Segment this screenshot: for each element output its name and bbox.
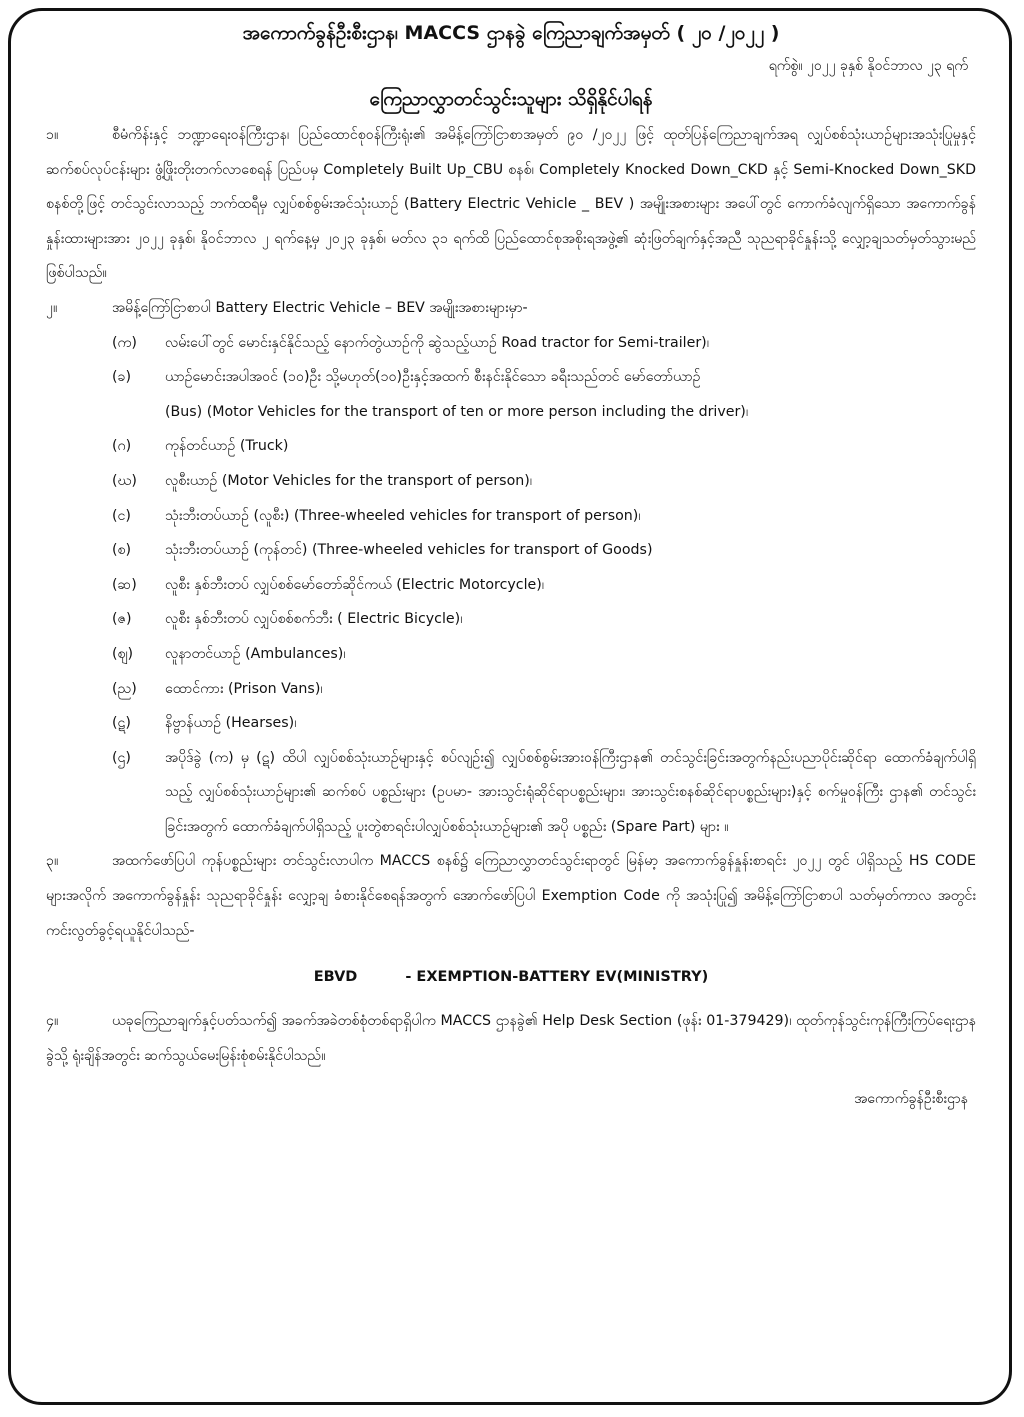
vehicle-type-item <box>112 499 976 534</box>
item-text: သုံးဘီးတပ်ယာဉ် (လူစီး) (Three-wheeled vehicles for transport of person)၊ <box>165 507 641 524</box>
paragraph-number: ၂။ <box>46 299 58 316</box>
item-text-wrap <box>165 533 976 568</box>
paragraph-text: အမိန့်ကြော်ငြာစာပါ Battery Electric Vehicle – BEV အမျိုးအစားများမှာ- <box>112 299 528 316</box>
vehicle-type-item <box>112 741 976 845</box>
paragraph-number: ၃။ <box>46 853 59 870</box>
vehicle-type-item <box>112 360 976 429</box>
item-text-wrap <box>165 741 976 845</box>
vehicle-type-item <box>112 706 976 741</box>
item-marker: (က) <box>112 334 137 351</box>
paragraph-text: ယခုကြေညာချက်နှင့်ပတ်သက်၍ အခက်အခဲတစ်စုံတစ်ရာရှိပါက MACCS ဌာနခွဲ၏ Help Desk Section (ဖုန်း 01-379429)၊ ထုတ်ကုန်သွင်းကုန်ကြီးကြပ်ရေးဌာနခွဲသို့ ရုံးချိန်အတွင်း ဆက်သွယ်မေးမြန်းစုံစမ်းနိုင်ပါသည်။ <box>46 1013 976 1064</box>
vehicle-type-item <box>112 326 976 361</box>
item-text-wrap <box>165 706 976 741</box>
item-text: အပိုဒ်ခွဲ (က) မှ (ဋ) ထိပါ လျှပ်စစ်သုံးယာဉ်များနှင့် စပ်လျဉ်း၍ လျှပ်စစ်စွမ်းအားဝန်ကြီးဌာန၏ တင်သွင်းခြင်းအတွက်နည်းပညာပိုင်းဆိုင်ရာ ထောက်ခံချက်ပါရှိသည့် လျှပ်စစ်သုံးယာဉ်များ၏ ဆက်စပ် ပစ္စည်းများ (ဥပမာ- အားသွင်းရုံဆိုင်ရာပစ္စည်းများ၊ အားသွင်းစနစ်ဆိုင်ရာပစ္စည်းများ)နှင့် စက်မှုဝန်ကြီး ဌာန၏ တင်သွင်းခြင်းအတွက် ထောက်ခံချက်ပါရှိသည့် ပူးတွဲစာရင်းပါလျှပ်စစ်သုံးယာဉ်များ၏ အပို ပစ္စည်း (Spare Part) များ ။ <box>165 749 976 835</box>
item-text-wrap <box>165 429 976 464</box>
vehicle-type-item <box>112 464 976 499</box>
item-marker: (ဈ) <box>112 645 134 662</box>
item-marker: (ဃ) <box>112 472 137 489</box>
item-text-wrap <box>165 499 976 534</box>
item-text-wrap <box>165 637 976 672</box>
item-text: ကုန်တင်ယာဉ် (Truck) <box>165 438 289 455</box>
item-text-wrap <box>165 464 976 499</box>
item-marker: (ဋ) <box>112 715 131 732</box>
paragraph-number: ၄။ <box>46 1013 59 1030</box>
vehicle-type-item <box>112 568 976 603</box>
item-text: ထောင်ကား (Prison Vans)၊ <box>165 680 323 697</box>
item-text-wrap <box>165 326 976 361</box>
item-text-continuation: (Bus) (Motor Vehicles for the transport of ten or more person including the driver)၊ <box>165 403 749 420</box>
item-marker: (ခ) <box>112 369 132 386</box>
item-marker: (စ) <box>112 542 132 559</box>
notice-date: ရက်စွဲ။ ၂၀၂၂ ခုနှစ် နိုဝင်ဘာလ ၂၃ ရက် <box>768 58 968 74</box>
document-content <box>46 14 976 1119</box>
paragraph-4 <box>46 1004 976 1073</box>
item-text: လူနာတင်ယာဉ် (Ambulances)၊ <box>165 645 346 662</box>
item-marker: (င) <box>112 507 131 524</box>
item-text: ယာဉ်မောင်းအပါအဝင် (၁၀)ဦး သို့မဟုတ်(၁၀)ဦးနှင့်အထက် စီးနင်းနိုင်သော ခရီးသည်တင် မော်တော်ယာဉ် <box>165 369 701 386</box>
item-marker: (ဆ) <box>112 576 137 593</box>
item-text: လူစီး နှစ်ဘီးတပ် လျှပ်စစ်စက်ဘီး ( Electric Bicycle)၊ <box>165 611 463 628</box>
paragraph-text: စီမံကိန်းနှင့် ဘဏ္ဍာရေးဝန်ကြီးဌာန၊ ပြည်ထောင်စုဝန်ကြီးရုံး၏ အမိန့်ကြော်ငြာစာအမှတ် ၉၀ /၂၀၂၂ ဖြင့် ထုတ်ပြန်ကြေညာချက်အရ လျှပ်စစ်သုံးယာဉ်များအသုံးပြုမှုနှင့် ဆက်စပ်လုပ်ငန်းများ ဖွံ့ဖြိုးတိုးတက်လာစေရန် ပြည်ပမှ Completely Built Up_CBU စနစ်၊ Completely Knocked Down_CKD နှင့် Semi-Knocked Down_SKD စနစ်တို့ဖြင့် တင်သွင်းလာသည့် ဘက်ထရီမှ လျှပ်စစ်စွမ်းအင်သုံးယာဉ် (Battery Electric Vehicle _ BEV ) အမျိုးအစားများ အပေါ်တွင် ကောက်ခံလျက်ရှိသော အကောက်ခွန်နှုန်းထားများအား ၂၀၂၂ ခုနှစ်၊ နိုဝင်ဘာလ ၂ ရက်နေ့မှ ၂၀၂၃ ခုနှစ်၊ မတ်လ ၃၁ ရက်ထိ ပြည်ထောင်စုအစိုးရအဖွဲ့၏ ဆုံးဖြတ်ချက်နှင့်အညီ သုညရာခိုင်နှုန်းသို့ လျှော့ချသတ်မှတ်သွားမည် ဖြစ်ပါသည်။ <box>46 127 976 282</box>
paragraph-text: အထက်ဖော်ပြပါ ကုန်ပစ္စည်းများ တင်သွင်းလာပါက MACCS စနစ်၌ ကြေညာလွှာတင်သွင်းရာတွင် မြန်မာ့ အကောက်ခွန်နှုန်းစာရင်း ၂၀၂၂ တွင် ပါရှိသည့် HS CODE များအလိုက် အကောက်ခွန်နှုန်း သုညရာခိုင်နှုန်း လျှော့ချ ခံစားနိုင်စေရန်အတွက် အောက်ဖော်ပြပါ Exemption Code ကို အသုံးပြု၍ အမိန့်ကြော်ငြာစာပါ သတ်မှတ်ကာလ အတွင်း ကင်းလွတ်ခွင့်ရယူနိုင်ပါသည်- <box>46 853 976 939</box>
vehicle-type-item <box>112 637 976 672</box>
paragraph-2-lead <box>46 291 976 326</box>
notice-title: အကောက်ခွန်ဦးစီးဌာန၊ MACCS ဌာနခွဲ ကြေညာချက်အမှတ် ( ၂၀ /၂၀၂၂ ) <box>242 22 780 44</box>
vehicle-type-item <box>112 429 976 464</box>
paragraph-number: ၁။ <box>46 127 59 143</box>
paragraph-3 <box>46 844 976 948</box>
paragraph-1 <box>46 118 976 291</box>
notice-subtitle: ကြေညာလွှာတင်သွင်းသူများ သိရှိနိုင်ပါရန် <box>369 88 653 110</box>
item-text-wrap <box>165 672 976 707</box>
exemption-code-line <box>46 960 976 994</box>
item-text: သုံးဘီးတပ်ယာဉ် (ကုန်တင်) (Three-wheeled vehicles for transport of Goods) <box>165 542 653 559</box>
item-text-wrap <box>165 568 976 603</box>
item-marker: (ဌ) <box>112 749 131 766</box>
item-text-wrap <box>165 602 976 637</box>
vehicle-type-list <box>112 326 976 845</box>
item-marker: (ည) <box>112 680 137 697</box>
vehicle-type-item <box>112 602 976 637</box>
item-text: နိဗ္ဗာန်ယာဉ် (Hearses)၊ <box>165 715 297 732</box>
vehicle-type-item <box>112 533 976 568</box>
item-text: လူစီးယာဉ် (Motor Vehicles for the transport of person)၊ <box>165 472 533 489</box>
item-marker: (ဂ) <box>112 438 132 455</box>
signature-department: အကောက်ခွန်ဦးစီးဌာန <box>854 1091 968 1108</box>
item-text-wrap <box>165 360 976 429</box>
vehicle-type-item <box>112 672 976 707</box>
item-text: လူစီး နှစ်ဘီးတပ် လျှပ်စစ်မော်တော်ဆိုင်ကယ် (Electric Motorcycle)၊ <box>165 576 545 593</box>
exemption-description: - EXEMPTION-BATTERY EV(MINISTRY) <box>405 969 709 986</box>
item-marker: (ဇ) <box>112 611 132 628</box>
item-text: လမ်းပေါ်တွင် မောင်းနှင်နိုင်သည့် နောက်တွဲယာဉ်ကို ဆွဲသည့်ယာဉ် Road tractor for Semi-trailer)၊ <box>165 334 709 351</box>
exemption-code: EBVD <box>313 969 358 986</box>
